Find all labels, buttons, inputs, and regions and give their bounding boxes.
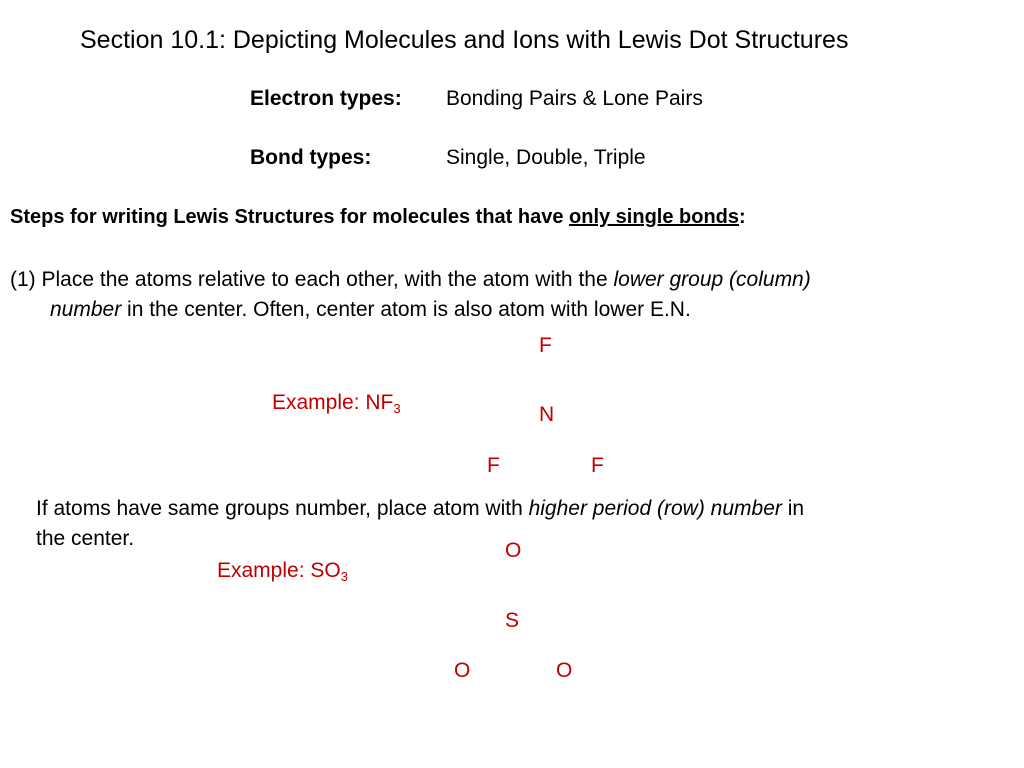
step1-line1 (10, 268, 811, 292)
example1-label-text: Example: NF (272, 391, 394, 414)
example2-atom-top: O (505, 539, 522, 562)
rule2-line1-plain: If atoms have same groups number, place atom with (36, 497, 529, 520)
example1-atom-center: N (539, 403, 555, 426)
bond-types-label: Bond types: (250, 146, 372, 169)
example2-atom-left: O (454, 659, 471, 682)
rule2-line2: the center. (36, 527, 135, 550)
electron-types-label: Electron types: (250, 87, 402, 110)
step1-line2-plain: in the center. Often, center atom is also atom with lower E.N. (121, 298, 691, 321)
steps-heading (10, 206, 746, 229)
rule2-line1 (36, 497, 804, 521)
page-title: Section 10.1: Depicting Molecules and Ions with Lewis Dot Structures (80, 26, 849, 54)
steps-heading-suffix: : (739, 206, 746, 228)
steps-heading-prefix: Steps for writing Lewis Structures for molecules that have (10, 206, 570, 228)
step1-line2 (50, 298, 691, 322)
example1-atom-right: F (591, 454, 604, 477)
example1-atom-top: F (539, 334, 552, 357)
example1-subscript: 3 (393, 401, 401, 416)
example2-atom-center: S (505, 609, 520, 632)
example1-label (272, 391, 401, 415)
electron-types-value: Bonding Pairs & Lone Pairs (446, 87, 703, 110)
example2-subscript: 3 (340, 569, 348, 584)
example2-atom-right: O (556, 659, 573, 682)
bond-types-value: Single, Double, Triple (446, 146, 646, 169)
rule2-line1-italic: higher period (row) number (528, 497, 782, 520)
example1-atom-left: F (487, 454, 500, 477)
example2-label (217, 559, 348, 583)
rule2-line1-end: in (781, 497, 805, 520)
step1-line2-italic: number (50, 298, 122, 321)
steps-heading-underlined: only single bonds (569, 206, 740, 228)
example2-label-text: Example: SO (217, 559, 341, 582)
step1-line1-italic: lower group (column) (613, 268, 811, 291)
step1-line1-plain: (1) Place the atoms relative to each other, with the atom with the (10, 268, 614, 291)
